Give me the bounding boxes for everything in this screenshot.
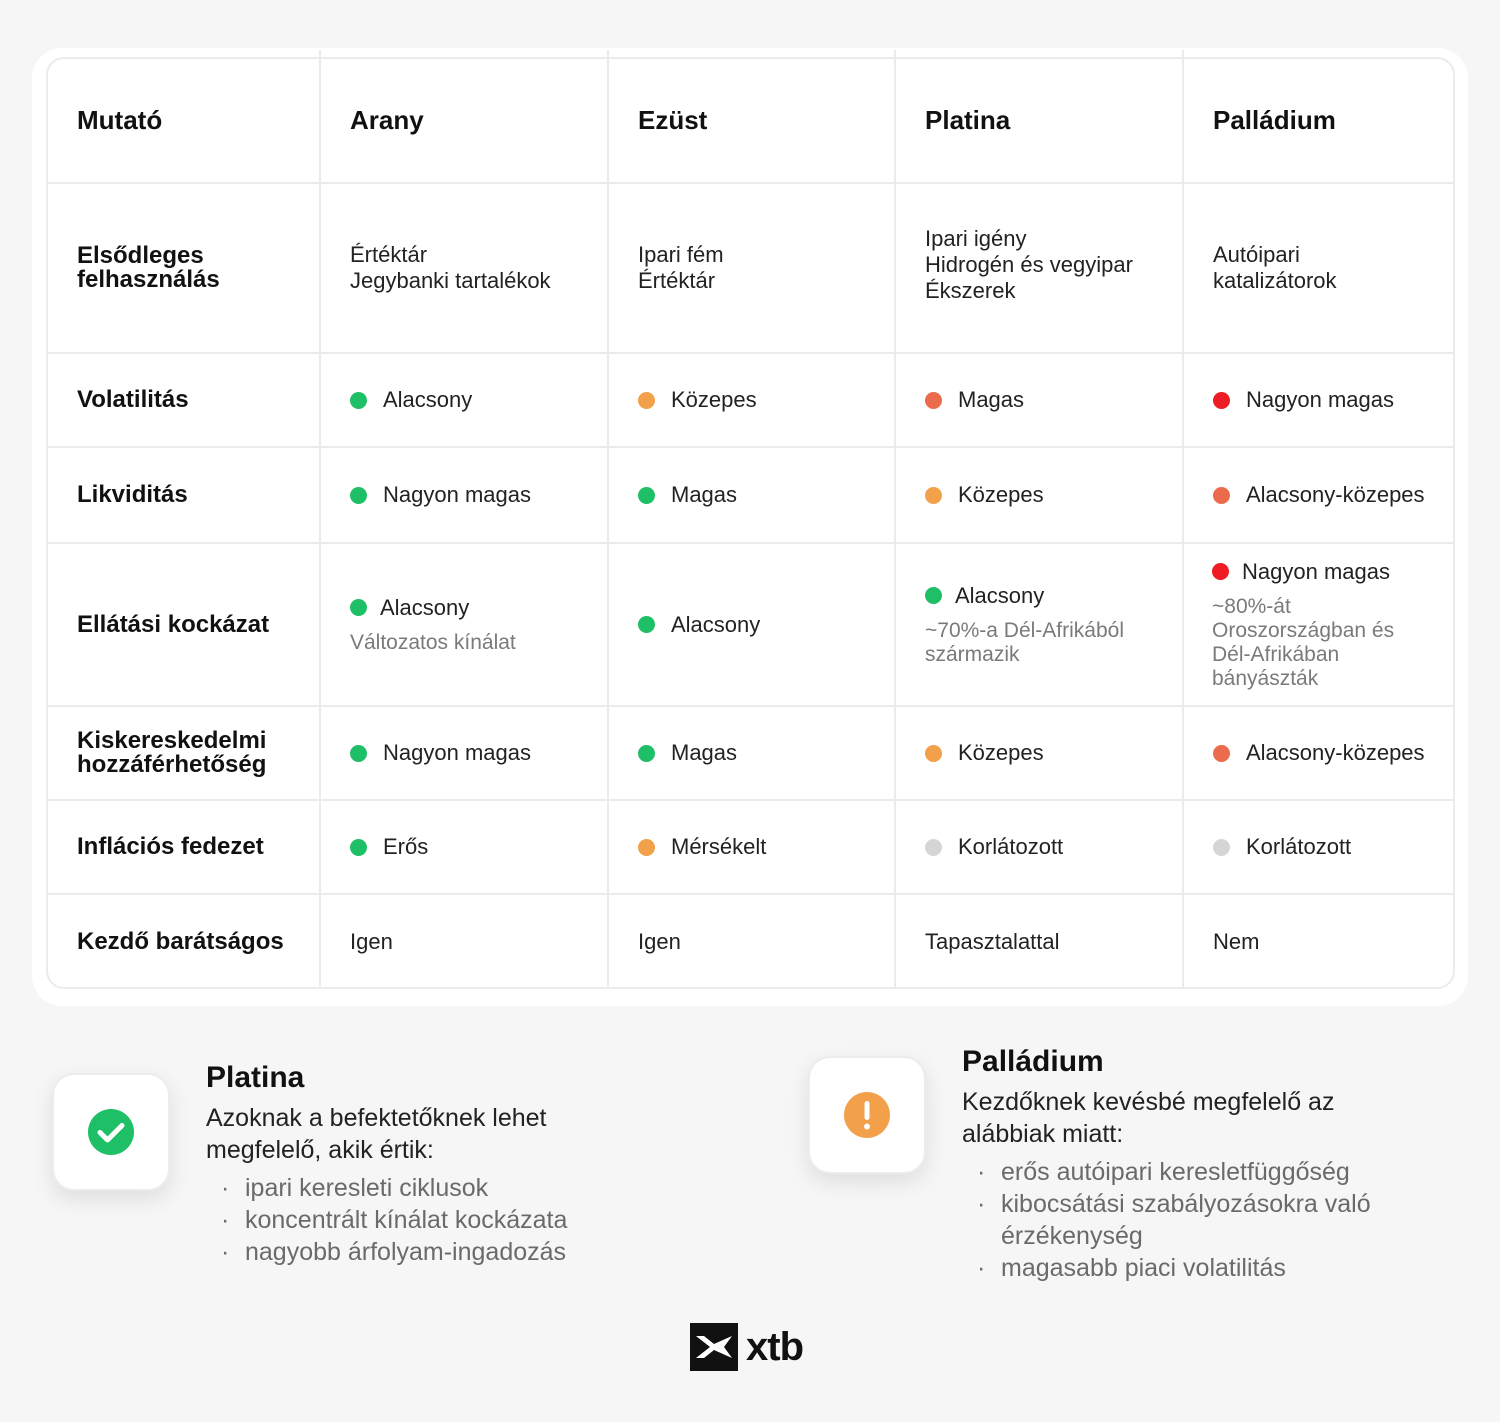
list-item: · koncentrált kínálat kockázata — [221, 1204, 567, 1236]
cell-silver-beginner-friendly: Igen — [638, 929, 681, 954]
status-dot-green — [638, 616, 655, 633]
cell-gold-volatility: Alacsony — [350, 354, 605, 446]
column-divider — [894, 50, 896, 989]
platinum-note-description: Azoknak a befektetőknek lehet megfelelő, akik értik: — [206, 1104, 547, 1164]
cell-silver-inflation-hedge: Mérsékelt — [638, 801, 888, 893]
cell-gold-inflation-hedge: Erős — [350, 801, 605, 893]
header-silver: Ezüst — [638, 105, 708, 135]
header-gold: Arany — [350, 105, 424, 135]
status-dot-grey — [925, 839, 942, 856]
check-circle-icon — [87, 1108, 135, 1156]
palladium-note-icon-box — [808, 1056, 926, 1174]
row-label-retail-access: Kiskereskedelmi hozzáférhetőség — [77, 727, 267, 778]
exclamation-circle-icon — [843, 1091, 891, 1139]
header-palladium: Palládium — [1213, 105, 1336, 135]
cell-platinum-beginner-friendly: Tapasztalattal — [925, 929, 1060, 954]
cell-palladium-inflation-hedge: Korlátozott — [1213, 801, 1453, 893]
cell-platinum-retail-access: Közepes — [925, 707, 1180, 799]
cell-palladium-liquidity: Alacsony-közepes — [1213, 448, 1453, 542]
list-item: · ipari keresleti ciklusok — [221, 1172, 567, 1204]
xtb-logo — [690, 1323, 803, 1371]
status-dot-coral — [1213, 745, 1230, 762]
list-item: · magasabb piaci volatilitás — [977, 1252, 1371, 1284]
row-label-beginner-friendly: Kezdő barátságos — [77, 928, 284, 955]
cell-gold-retail-access: Nagyon magas — [350, 707, 605, 799]
xtb-logo-icon — [690, 1323, 738, 1371]
row-label-volatility: Volatilitás — [77, 386, 189, 413]
status-dot-grey — [1213, 839, 1230, 856]
cell-platinum-liquidity: Közepes — [925, 448, 1180, 542]
column-divider — [607, 50, 609, 989]
status-dot-green — [638, 745, 655, 762]
cell-gold-beginner-friendly: Igen — [350, 929, 393, 954]
status-dot-orange — [638, 839, 655, 856]
platinum-note-title: Platina — [206, 1061, 305, 1094]
status-dot-orange — [638, 392, 655, 409]
status-dot-red — [1213, 392, 1230, 409]
cell-silver-volatility: Közepes — [638, 354, 888, 446]
status-dot-green — [638, 487, 655, 504]
row-label-supply-risk: Ellátási kockázat — [77, 610, 270, 638]
list-item: · kibocsátási szabályozásokra való érzékenység — [977, 1188, 1371, 1252]
row-label-inflation-hedge: Inflációs fedezet — [77, 833, 264, 860]
cell-platinum-inflation-hedge: Korlátozott — [925, 801, 1180, 893]
cell-silver-retail-access: Magas — [638, 707, 888, 799]
cell-gold-liquidity: Nagyon magas — [350, 448, 605, 542]
cell-platinum-supply-risk: Alacsony ~70%-a Dél-Afrikából származik — [925, 582, 1125, 666]
cell-palladium-primary-use: Autóipari katalizátorok — [1213, 242, 1337, 293]
status-dot-orange — [925, 745, 942, 762]
palladium-note-bullets — [977, 1156, 1371, 1284]
status-dot-green — [350, 599, 367, 616]
cell-palladium-supply-risk: Nagyon magas ~80%-át Oroszországban és Dél-Afrikában bányászták — [1212, 558, 1395, 690]
row-label-primary-use: Elsődleges felhasználás — [77, 242, 220, 293]
header-metric: Mutató — [77, 105, 163, 135]
list-item: · erős autóipari keresletfüggőség — [977, 1156, 1371, 1188]
cell-palladium-beginner-friendly: Nem — [1213, 929, 1260, 954]
status-dot-green — [350, 745, 367, 762]
cell-platinum-volatility: Magas — [925, 354, 1180, 446]
status-dot-green — [350, 487, 367, 504]
cell-palladium-volatility: Nagyon magas — [1213, 354, 1453, 446]
cell-palladium-retail-access: Alacsony-közepes — [1213, 707, 1453, 799]
metals-comparison-table — [46, 57, 1455, 989]
comparison-card — [32, 48, 1468, 1006]
platinum-note-bullets — [221, 1172, 567, 1268]
cell-silver-supply-risk: Alacsony — [638, 544, 888, 705]
status-dot-coral — [1213, 487, 1230, 504]
status-dot-green — [925, 587, 942, 604]
cell-gold-supply-risk: Alacsony Változatos kínálat — [350, 594, 516, 654]
status-dot-red — [1212, 563, 1229, 580]
status-dot-green — [350, 392, 367, 409]
palladium-note-title: Palládium — [962, 1045, 1104, 1078]
cell-gold-primary-use: Értéktár Jegybanki tartalékok — [350, 242, 551, 293]
column-divider — [1182, 50, 1184, 989]
status-dot-green — [350, 839, 367, 856]
platinum-note-icon-box — [52, 1073, 170, 1191]
status-dot-coral — [925, 392, 942, 409]
header-platinum: Platina — [925, 105, 1011, 135]
palladium-note-description: Kezdőknek kevésbé megfelelő az alábbiak miatt: — [962, 1088, 1335, 1148]
cell-platinum-primary-use: Ipari igény Hidrogén és vegyipar Ékszerek — [925, 226, 1133, 303]
column-divider — [319, 50, 321, 989]
cell-silver-liquidity: Magas — [638, 448, 888, 542]
xtb-logo-text: xtb — [746, 1324, 803, 1369]
list-item: · nagyobb árfolyam-ingadozás — [221, 1236, 567, 1268]
row-label-liquidity: Likviditás — [77, 481, 188, 508]
status-dot-orange — [925, 487, 942, 504]
cell-silver-primary-use: Ipari fém Értéktár — [638, 242, 724, 293]
